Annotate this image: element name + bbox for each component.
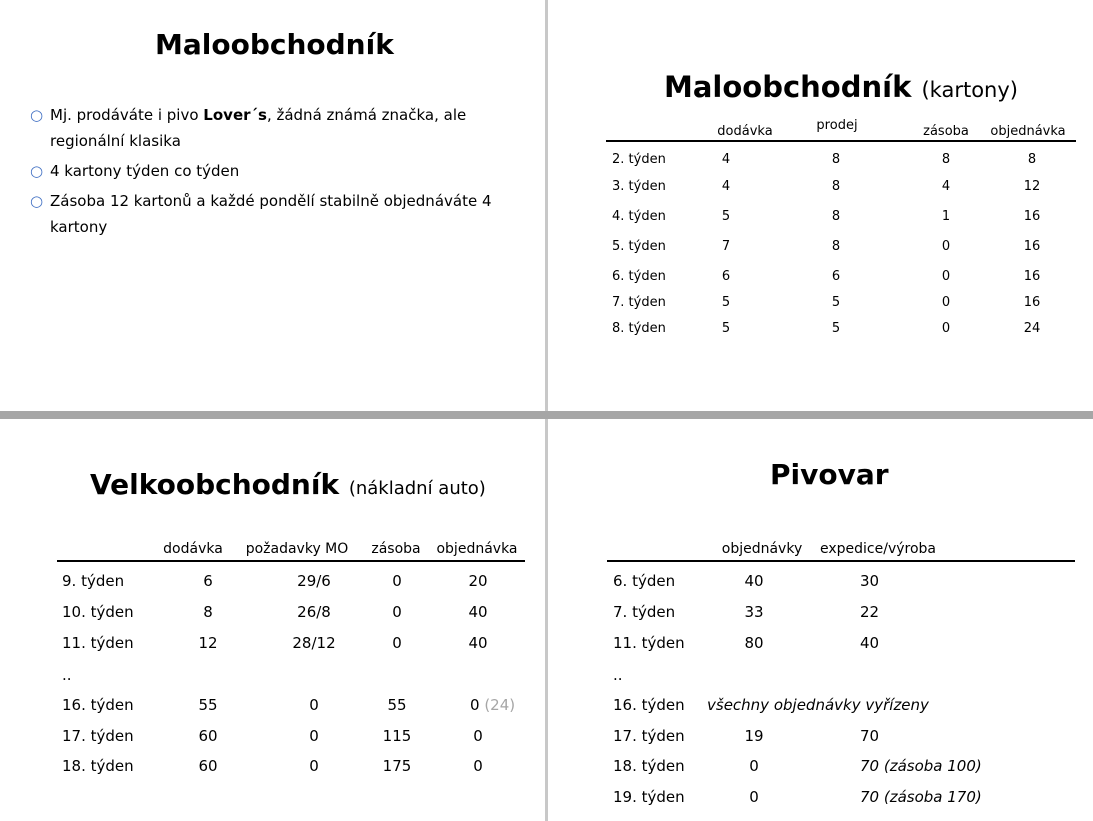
column-header: zásoba — [371, 541, 421, 557]
title-subtitle: (kartony) — [921, 78, 1018, 102]
slide-wholesaler-table — [0, 419, 545, 821]
row-label: 7. týden — [613, 603, 676, 621]
table-cell-value: 70 — [860, 788, 880, 806]
table-cell: 0 — [749, 788, 759, 806]
table-cell: 29/6 — [297, 572, 331, 590]
bullet-item — [30, 102, 500, 154]
slide-retailer-table — [548, 0, 1093, 411]
row-label: 16. týden — [62, 696, 134, 714]
row-label: .. — [613, 666, 623, 684]
table-cell: 40 — [468, 634, 488, 652]
column-header: prodej — [816, 118, 858, 133]
all-orders-fulfilled-note: všechny objednávky vyřízeny — [707, 696, 929, 714]
column-header: dodávka — [717, 124, 773, 139]
table-cell-value: 70 — [860, 727, 880, 745]
table-cell: 24 — [1023, 321, 1041, 336]
title-main: Velkoobchodník — [90, 468, 340, 501]
table-cell: 60 — [198, 757, 218, 775]
table-cell — [860, 634, 879, 652]
table-cell: 5 — [721, 295, 731, 310]
table-cell: 6 — [831, 269, 841, 284]
table-cell: 1 — [941, 209, 951, 224]
slide-brewery-table — [548, 419, 1093, 821]
table-cell: 0 — [392, 634, 402, 652]
table-cell: 12 — [198, 634, 218, 652]
row-label: .. — [62, 666, 72, 684]
header-rule — [607, 560, 1075, 562]
table-cell: 12 — [1023, 179, 1041, 194]
table-cell: 16 — [1023, 209, 1041, 224]
table-cell-value: 22 — [860, 603, 880, 621]
bullet-text-bold: Lover´s — [203, 106, 267, 124]
row-label: 17. týden — [62, 727, 134, 745]
column-header: objednávka — [990, 124, 1066, 139]
column-header: dodávka — [163, 541, 223, 557]
bullet-text: Zásoba 12 kartonů a každé pondělí stabilně objednáváte 4 kartony — [50, 192, 492, 236]
slide-title — [90, 468, 486, 501]
row-label: 9. týden — [62, 572, 125, 590]
table-cell: 16 — [1023, 239, 1041, 254]
row-label: 7. týden — [612, 295, 666, 310]
table-cell: 80 — [744, 634, 764, 652]
bullet-text: Mj. prodáváte i pivo — [50, 106, 204, 124]
horizontal-divider — [0, 411, 1093, 419]
table-cell: 5 — [721, 209, 731, 224]
column-header: požadavky MO — [245, 541, 349, 557]
table-cell: 0 — [473, 757, 483, 775]
title-main: Maloobchodník — [664, 70, 912, 104]
bullet-circle-icon: ○ — [30, 162, 44, 180]
table-cell: 0 — [309, 757, 319, 775]
slide-title: Maloobchodník — [155, 28, 394, 61]
table-cell: 8 — [941, 152, 951, 167]
bullet-text: , žádná známá značka, ale regionální klasika — [50, 106, 467, 150]
column-header: objednávky — [721, 541, 803, 557]
table-cell — [470, 696, 515, 714]
table-cell: 0 — [941, 239, 951, 254]
table-cell: 0 — [473, 727, 483, 745]
table-cell: 20 — [468, 572, 488, 590]
table-cell: 4 — [941, 179, 951, 194]
row-label: 18. týden — [62, 757, 134, 775]
table-cell: 8 — [831, 179, 841, 194]
table-cell: 26/8 — [297, 603, 331, 621]
row-label: 6. týden — [612, 269, 666, 284]
row-label: 4. týden — [612, 209, 666, 224]
table-cell-value: 70 — [860, 757, 880, 775]
row-label: 2. týden — [612, 152, 666, 167]
row-label: 8. týden — [612, 321, 666, 336]
table-cell: 5 — [831, 321, 841, 336]
bullet-circle-icon: ○ — [30, 106, 44, 124]
row-label: 16. týden — [613, 696, 685, 714]
table-cell: 115 — [382, 727, 412, 745]
table-cell: 5 — [721, 321, 731, 336]
bullet-item — [30, 158, 500, 184]
row-label: 17. týden — [613, 727, 685, 745]
table-cell: 33 — [744, 603, 764, 621]
row-label: 19. týden — [613, 788, 685, 806]
table-cell: 55 — [198, 696, 218, 714]
table-cell: 7 — [721, 239, 731, 254]
bullet-circle-icon: ○ — [30, 192, 44, 210]
slide-title: Pivovar — [770, 458, 889, 491]
table-cell: 0 — [392, 603, 402, 621]
table-cell: 16 — [1023, 295, 1041, 310]
table-cell: 4 — [721, 179, 731, 194]
table-cell: 6 — [721, 269, 731, 284]
table-cell — [860, 603, 879, 621]
stock-note: (zásoba 170) — [879, 788, 982, 806]
table-cell: 8 — [831, 152, 841, 167]
row-label: 11. týden — [62, 634, 134, 652]
table-cell: 19 — [744, 727, 764, 745]
title-subtitle: (nákladní auto) — [348, 478, 486, 499]
column-header: objednávka — [436, 541, 518, 557]
header-rule — [57, 560, 525, 562]
row-label: 18. týden — [613, 757, 685, 775]
column-header: zásoba — [923, 124, 969, 139]
bullet-list — [30, 102, 500, 244]
row-label: 11. týden — [613, 634, 685, 652]
slide-retailer-intro — [0, 0, 545, 411]
table-cell: 16 — [1023, 269, 1041, 284]
table-cell: 8 — [1027, 152, 1037, 167]
stock-note: (zásoba 100) — [879, 757, 982, 775]
table-cell: 0 — [392, 572, 402, 590]
table-cell — [860, 757, 982, 775]
table-cell — [860, 788, 982, 806]
table-cell: 0 — [941, 295, 951, 310]
table-cell: 8 — [831, 209, 841, 224]
table-cell-value: 30 — [860, 572, 880, 590]
table-cell-value: 40 — [860, 634, 880, 652]
row-label: 6. týden — [613, 572, 676, 590]
table-cell-note: (24) — [479, 696, 516, 714]
table-cell: 0 — [941, 321, 951, 336]
column-header: expedice/výroba — [819, 541, 937, 557]
table-cell: 4 — [721, 152, 731, 167]
header-rule — [606, 140, 1076, 142]
slide-title — [664, 70, 1018, 104]
row-label: 5. týden — [612, 239, 666, 254]
table-cell: 5 — [831, 295, 841, 310]
row-label: 3. týden — [612, 179, 666, 194]
table-cell: 0 — [309, 727, 319, 745]
table-cell: 8 — [831, 239, 841, 254]
table-cell: 0 — [309, 696, 319, 714]
table-cell: 28/12 — [292, 634, 336, 652]
bullet-text: 4 kartony týden co týden — [50, 162, 240, 180]
table-cell: 0 — [941, 269, 951, 284]
table-cell — [860, 572, 879, 590]
table-cell: 6 — [203, 572, 213, 590]
table-cell: 8 — [203, 603, 213, 621]
table-cell: 0 — [749, 757, 759, 775]
table-cell: 40 — [744, 572, 764, 590]
table-cell — [860, 727, 879, 745]
bullet-item — [30, 188, 500, 240]
table-cell: 55 — [387, 696, 407, 714]
table-cell-value: 0 — [470, 696, 480, 714]
table-cell: 175 — [382, 757, 412, 775]
row-label: 10. týden — [62, 603, 134, 621]
table-cell: 60 — [198, 727, 218, 745]
table-cell: 40 — [468, 603, 488, 621]
